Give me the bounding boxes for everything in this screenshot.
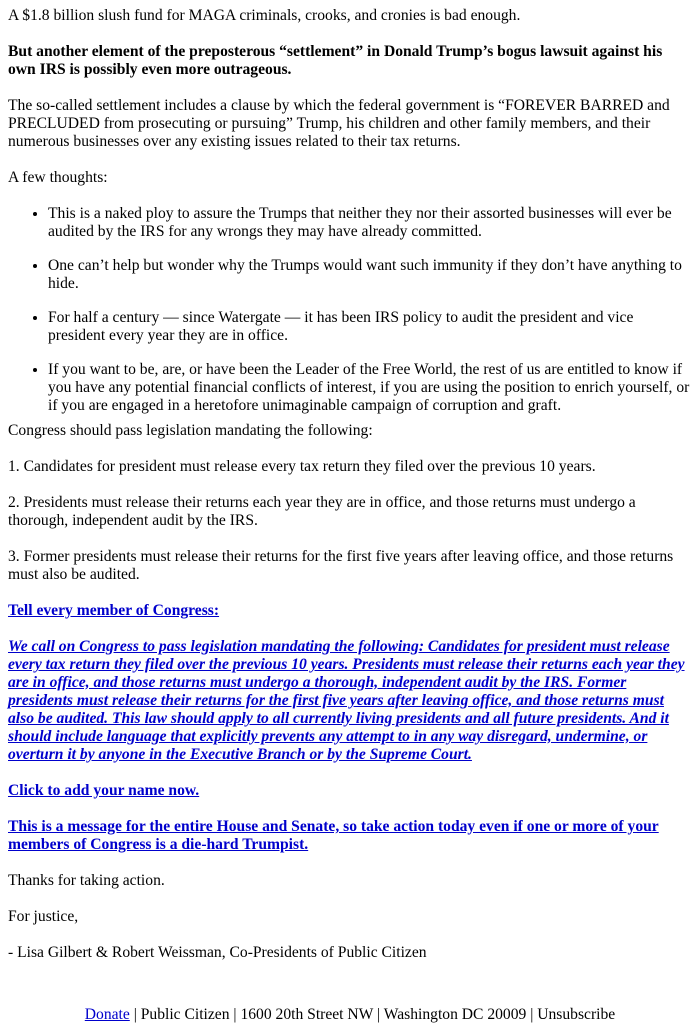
footer-org: Public Citizen: [140, 1006, 230, 1023]
point-1: 1. Candidates for president must release every tax return they filed over the previous 10 years.: [8, 458, 596, 475]
point-3: 3. Former presidents must release their returns for the first five years after leaving office, and those returns must also be audited.: [8, 548, 674, 583]
thanks-paragraph: Thanks for taking action.: [8, 872, 165, 889]
petition-paragraph: [8, 638, 692, 764]
footer-city: Washington DC 20009: [383, 1006, 527, 1023]
bold-lead-text: But another element of the preposterous “settlement” in Donald Trump’s bogus lawsuit against his own IRS is possibly even more outrageous.: [8, 43, 663, 78]
footer-separator: |: [526, 1006, 538, 1023]
list-item: • For half a century — since Watergate — it has been IRS policy to audit the president and vice president every year they are in office.: [48, 309, 692, 345]
thoughts-intro: A few thoughts:: [8, 169, 108, 186]
list-item: • One can’t help but wonder why the Trumps would want such immunity if they don’t have anything to hide.: [48, 257, 692, 293]
bold-lead-paragraph: [8, 43, 692, 79]
list-item: • If you want to be, are, or have been the Leader of the Free World, the rest of us are entitled to know if you have any potential financial conflicts of interest, if you are using the position to enrich yourself, or if you are engaged in a heretofore unimaginable campaign of corruption and graft.: [48, 361, 692, 415]
footer-address: 1600 20th Street NW: [240, 1006, 374, 1023]
congress-intro: Congress should pass legislation mandating the following:: [8, 422, 373, 439]
add-name-link[interactable]: Click to add your name now.: [8, 782, 200, 799]
footer-separator: |: [373, 1006, 384, 1023]
tell-congress-paragraph: [8, 602, 692, 620]
add-name-paragraph: [8, 782, 692, 800]
settlement-clause-paragraph: The so-called settlement includes a clause by which the federal government is “FOREVER BARRED and PRECLUDED from prosecuting or pursuing” Trump, his children and other family members, and their numerous businesses over any existing issues related to their tax returns.: [8, 97, 670, 150]
intro-paragraph: A $1.8 billion slush fund for MAGA criminals, crooks, and cronies is bad enough.: [8, 7, 521, 24]
tell-congress-link[interactable]: Tell every member of Congress:: [8, 602, 220, 619]
donate-link[interactable]: Donate: [84, 1006, 130, 1023]
point-2: 2. Presidents must release their returns each year they are in office, and those returns must undergo a thorough, independent audit by the IRS.: [8, 494, 636, 529]
unsubscribe-link[interactable]: Unsubscribe: [537, 1006, 616, 1023]
message-paragraph: [8, 818, 692, 854]
list-item: • This is a naked ploy to assure the Trumps that neither they nor their assorted businesses will ever be audited by the IRS for any wrongs they may have already committed.: [48, 205, 692, 241]
footer-separator: |: [229, 1006, 241, 1023]
thoughts-list: [8, 205, 692, 415]
message-link[interactable]: This is a message for the entire House and Senate, so take action today even if one or more of your members of Congress is a die-hard Trumpist.: [8, 818, 659, 853]
closing-paragraph: For justice,: [8, 908, 79, 925]
signature-paragraph: - Lisa Gilbert & Robert Weissman, Co-Presidents of Public Citizen: [8, 944, 427, 961]
petition-text-link[interactable]: We call on Congress to pass legislation mandating the following: Candidates for president must release every tax return they filed over the previous 10 years. Presidents must release their returns each year they are in office, and those returns must undergo a thorough, independent audit by the IRS. Former presidents must release their returns for the first five years after leaving office, and those returns must also be audited. This law should apply to all currently living presidents and all future presidents. And it should include language that explicitly prevents any attempt to in any way disregard, undermine, or overturn it by anyone in the Executive Branch or by the Supreme Court.: [8, 638, 685, 763]
footer-separator: |: [129, 1006, 141, 1023]
email-footer: [0, 1006, 700, 1024]
